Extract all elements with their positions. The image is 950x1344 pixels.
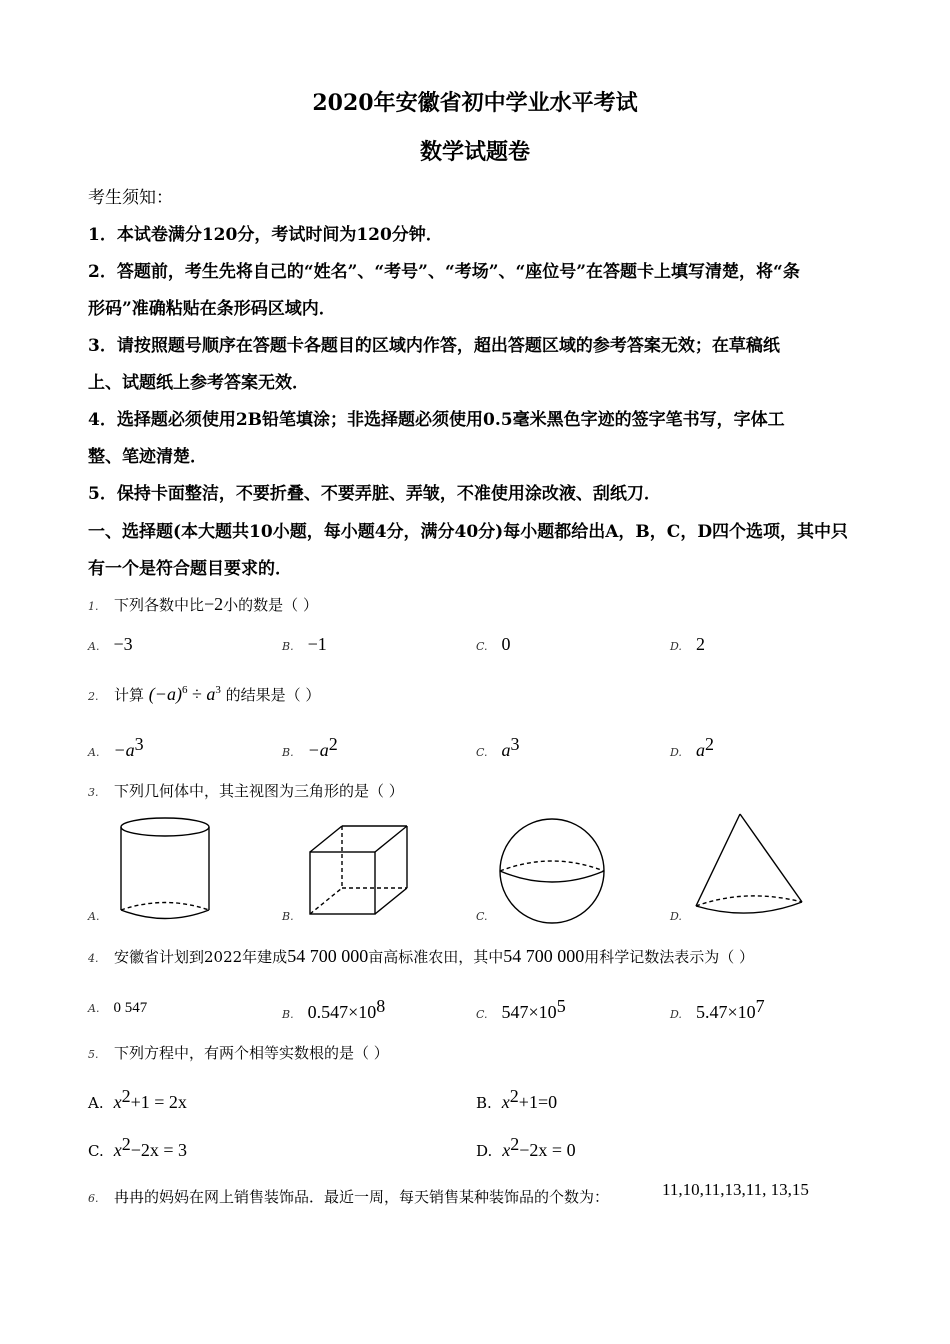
cube-shape: [302, 820, 417, 920]
q1-option-a[interactable]: A. −3: [88, 634, 133, 654]
q5-option-b[interactable]: B. $x^2+1=0$: [476, 1086, 558, 1112]
q3-option-a[interactable]: A.: [88, 910, 100, 923]
notice-item: 3．请按照题号顺序在答题卡各题目的区域内作答，超出答题区域的参考答案无效；在草稿纸: [88, 336, 780, 356]
cone-shape: [690, 810, 810, 928]
q1-option-c[interactable]: C. 0: [476, 634, 511, 654]
q2-option-d[interactable]: D. $a^2$: [670, 734, 714, 760]
section-heading-cont: 有一个是符合题目要求的．: [88, 559, 292, 579]
notice-item: 1．本试卷满分120分，考试时间为120分钟．: [88, 225, 443, 245]
notice-item: 5．保持卡面整洁，不要折叠、不要弄脏、弄皱，不准使用涂改液、刮纸刀．: [88, 484, 661, 504]
notice-item: 4．选择题必须使用2B铅笔填涂；非选择题必须使用0.5毫米黑色字迹的签字笔书写，字体工: [88, 410, 785, 430]
q4-option-a[interactable]: A. 0 547: [88, 1000, 148, 1016]
question-4: 4. 安徽省计划到2022年建成54 700 000亩高标准农田，其中54 700 000用科学记数法表示为（ ）: [88, 946, 754, 966]
section-heading: 一、选择题(本大题共10小题，每小题4分，满分40分)每小题都给出A，B，C，D四个选项，其中只: [88, 522, 849, 542]
q4-option-c[interactable]: C. $547\times 10^5$: [476, 996, 566, 1022]
question-number: 5.: [88, 1048, 99, 1061]
exam-subtitle: 数学试题卷: [419, 139, 530, 165]
q3-option-d[interactable]: D.: [670, 910, 682, 923]
question-5: 5. 下列方程中，有两个相等实数根的是（ ）: [88, 1044, 389, 1062]
q2-option-c[interactable]: C. $a^3$: [476, 734, 520, 760]
q5-option-c[interactable]: C. $x^2-2x = 3$: [88, 1134, 188, 1160]
exam-title: 2020年安徽省初中学业水平考试: [312, 90, 638, 116]
sphere-shape: [496, 815, 608, 927]
question-3: 3. 下列几何体中，其主视图为三角形的是（ ）: [88, 782, 404, 800]
q2-option-a[interactable]: A. $-a^3$: [88, 734, 144, 760]
question-number: 3.: [88, 786, 99, 799]
notice-item: 形码”准确粘贴在条形码区域内．: [88, 299, 336, 319]
question-number: 1.: [88, 600, 99, 613]
q2-expression: $(-a)^6 \div a^3$: [148, 684, 221, 704]
question-number: 2.: [88, 690, 99, 703]
notice-item: 上、试题纸上参考答案无效．: [88, 373, 309, 393]
q1-option-d[interactable]: D. 2: [670, 634, 705, 654]
question-6: 6. 冉冉的妈妈在网上销售装饰品．最近一周，每天销售某种装饰品的个数为：: [88, 1188, 610, 1206]
q3-option-c[interactable]: C.: [476, 910, 488, 923]
question-2: 2. 计算 $(-a)^6 \div a^3$ 的结果是（ ）: [88, 684, 321, 704]
question-number: 4.: [88, 952, 99, 965]
q1-option-b[interactable]: B. −1: [282, 634, 327, 654]
q3-option-b[interactable]: B.: [282, 910, 294, 923]
q4-option-d[interactable]: D. $5.47\times 10^7$: [670, 996, 765, 1022]
q4-option-b[interactable]: B. $0.547\times 10^8$: [282, 996, 386, 1022]
notice-heading: 考生须知：: [88, 188, 173, 208]
notice-item: 2．答题前，考生先将自己的“姓名”、“考号”、“考场”、“座位号”在答题卡上填写清楚，将“条: [88, 262, 800, 282]
notice-item: 整、笔迹清楚．: [88, 447, 207, 467]
cylinder-shape: [118, 815, 218, 925]
q2-option-b[interactable]: B. $-a^2$: [282, 734, 338, 760]
question-1: 1. 下列各数中比−2小的数是（ ）: [88, 594, 318, 614]
q5-option-d[interactable]: D. $x^2-2x = 0$: [476, 1134, 576, 1160]
question-number: 6.: [88, 1192, 99, 1205]
q6-data: 11,10,11,13,11, 13,15: [662, 1180, 809, 1199]
q5-option-a[interactable]: A. $x^2+1 = 2x$: [88, 1086, 187, 1112]
